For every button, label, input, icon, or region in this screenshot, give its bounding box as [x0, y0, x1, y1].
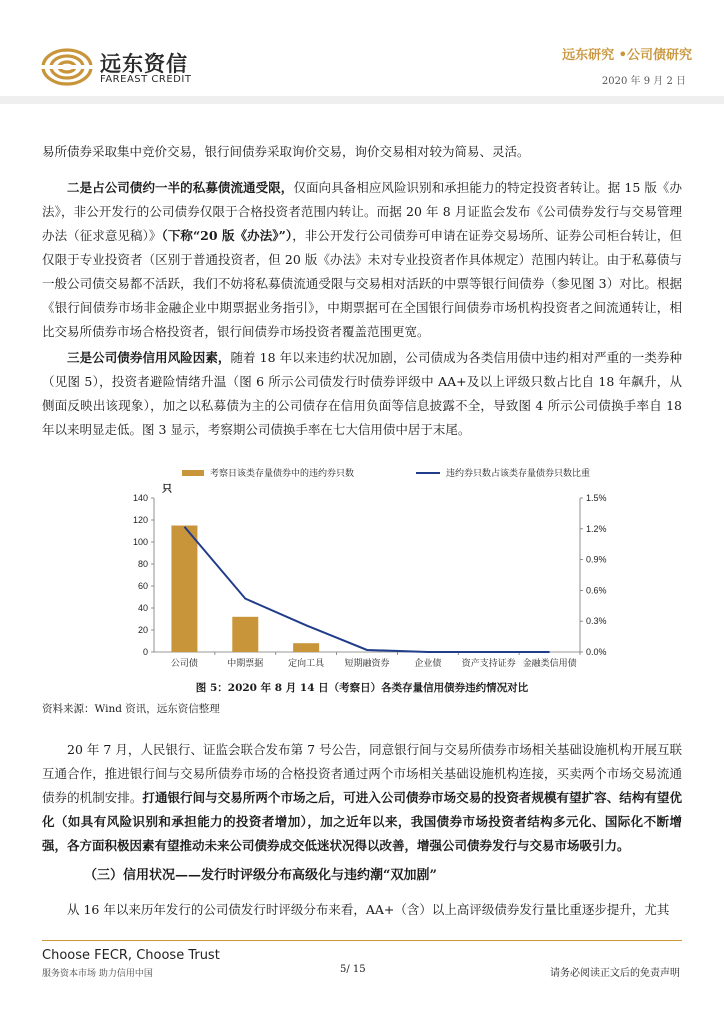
bar-1 [232, 617, 258, 652]
paragraph-bold-lead: 三是公司债券信用风险因素， [67, 350, 231, 365]
footer-subslogan: 服务资本市场 助力信用中国 [42, 969, 153, 979]
x-tick-label: 短期融资券 [344, 658, 390, 668]
y-tick-label-left: 100 [132, 537, 148, 547]
y-tick-label-left: 60 [137, 581, 148, 591]
logo-text-en: FAREAST CREDIT [100, 74, 192, 85]
y-tick-label-right: 1.2% [586, 523, 607, 534]
header-divider [0, 96, 724, 104]
paragraph-0 [42, 140, 682, 164]
paragraph-text: 20 年 7 月，人民银行、证监会联合发布第 7 号公告，同意银行间与交易所债券市场相关基础设施机构开展互联互通合作，推进银行间与交易所债券市场的合格投资者通过两个市场相关基础设施机构连接，买卖两个市场交易流通债券的机制安排。 [42, 742, 682, 805]
paragraph-2 [42, 346, 682, 442]
figure-source: 资料来源：Wind 资讯，远东资信整理 [42, 703, 220, 715]
section-heading: （三）信用状况——发行时评级分布高级化与违约潮“双加剧” [84, 868, 437, 883]
y-tick-label-left: 140 [132, 493, 148, 503]
x-tick-label: 中期票据 [227, 658, 264, 668]
page-header [0, 0, 724, 104]
page-number: 5/ 15 [340, 964, 366, 975]
x-tick-label: 资产支持证券 [461, 658, 516, 668]
paragraph-text: 随着 18 年以来违约状况加剧，公司债成为各类信用债中违约相对严重的一类券种（见图 5），投资者避险情绪升温（图 6 所示公司债发行时债券评级中 AA+及以上评级只数占比自 18 年飙升，从侧面反映出该现象），加之以私募债为主的公司债存在信用负面等信息披露不全，导致图 4 所示公司债换手率自 18 年以来明显走低。图 3 显示，考察期公司债换手率在七大信用债中居于末尾。 [42, 350, 682, 437]
figure-caption: 图 5：2020 年 8 月 14 日（考察日）各类存量信用债券违约情况对比 [195, 682, 529, 694]
x-tick-label: 企业债 [414, 658, 442, 668]
x-tick-label: 金融类信用债 [522, 658, 577, 668]
logo-text-cn: 远东资信 [100, 52, 188, 76]
bar-2 [293, 643, 319, 652]
paragraph-1 [42, 176, 682, 344]
legend-label-bar: 考察日该类存量债券中的违约券只数 [210, 468, 355, 478]
y-tick-label-left: 120 [132, 515, 148, 525]
paragraph-4 [42, 898, 682, 922]
y-tick-label-right: 0.6% [586, 585, 607, 596]
paragraph-text: 仅面向具备相应风险识别和承担能力的特定投资者转让。据 15 版《办法》，非公开发行的公司债券仅限于合格投资者范围内转让。而据 20 年 8 月证监会发布《公司债券发行与交易管理办法（征求意见稿）》 [42, 180, 682, 243]
y-tick-label-right: 0.0% [586, 647, 607, 657]
y-tick-label-right: 0.9% [586, 554, 607, 565]
default-bonds-chart [130, 462, 610, 682]
paragraph-3 [42, 738, 682, 858]
y-tick-label-left: 0 [142, 647, 148, 657]
footer-disclaimer: 请务必阅读正文后的免责声明 [550, 968, 680, 979]
header-date: 2020 年 9 月 2 日 [601, 76, 686, 87]
y-tick-label-right: 0.3% [586, 616, 607, 627]
paragraph-bold-inline: （下称“20 版《办法》”） [161, 228, 293, 243]
paragraph-text: 易所债券采取集中竞价交易，银行间债券采取询价交易，询价交易相对较为简易、灵活。 [42, 144, 530, 159]
fareast-logo-icon [40, 46, 94, 88]
paragraph-text: 从 16 年以来历年发行的公司债发行时评级分布来看，AA+（含）以上高评级债券发行量比重逐步提升，尤其 [67, 902, 670, 917]
paragraph-bold-inline: 打通银行间与交易所两个市场之后，可进入公司债券市场交易的投资者规模有望扩容、结构有望优化（如具有风险识别和承担能力的投资者增加），加之近年以来，我国债券市场投资者结构多元化、国际化不断增强，各方面积极因素有望推动未来公司债券成交低迷状况得以改善，增强公司债券发行与交易市场吸引力。 [42, 790, 682, 853]
header-section-label: 远东研究 •公司债研究 [562, 48, 692, 63]
paragraph-bold-lead: 二是占公司债约一半的私募债流通受限， [67, 180, 294, 195]
bar-0 [171, 526, 197, 653]
y-tick-label-left: 20 [137, 625, 148, 635]
footer-divider [42, 940, 682, 941]
y-axis-unit-label: 只 [162, 484, 172, 495]
x-tick-label: 公司债 [170, 658, 198, 668]
x-tick-label: 定向工具 [288, 658, 325, 668]
y-tick-label-left: 40 [137, 603, 148, 613]
paragraph-text: ，非公开发行公司债券可申请在证券交易场所、证券公司柜台转让，但仅限于专业投资者（区别于普通投资者，但 20 版《办法》未对专业投资者作具体规定）范围内转让。由于私募债与一般公司债交易都不活跃，我们不妨将私募债流通受限与交易相对活跃的中票等银行间债券（参见图 3）对比。根据《银行间债券市场非金融企业中期票据业务指引》，中期票据可在全国银行间债券市场机构投资者之间流通转让，相比交易所债券市场合格投资者，银行间债券市场投资者覆盖范围更宽。 [42, 228, 682, 339]
legend-swatch-bar [182, 470, 204, 476]
footer-slogan: Choose FECR, Choose Trust [42, 948, 220, 963]
legend-label-line: 违约券只数占该类存量债券只数比重 [446, 468, 591, 478]
y-tick-label-right: 1.5% [586, 493, 607, 503]
y-tick-label-left: 80 [137, 559, 148, 569]
